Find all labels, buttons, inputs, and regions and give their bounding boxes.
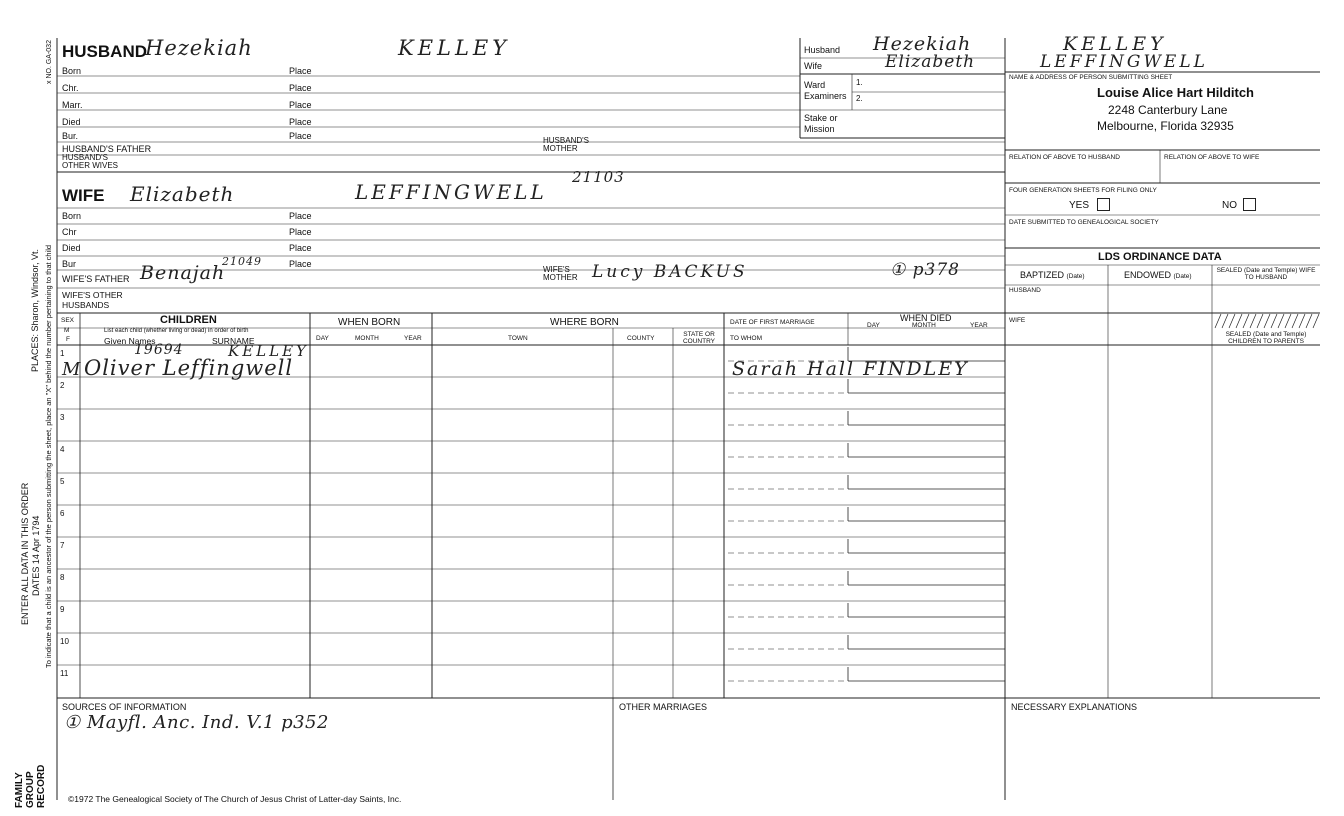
- submitter-city: Melbourne, Florida 32935: [1097, 119, 1234, 133]
- copyright: ©1972 The Genealogical Society of The Church of Jesus Christ of Latter-day Saints, Inc.: [68, 794, 402, 804]
- child-1-surname: KELLEY: [228, 342, 309, 360]
- wife-place-label: Place: [289, 243, 312, 253]
- lds-endowed: ENDOWED (Date): [1124, 270, 1192, 280]
- hdr-wife-label: Wife: [804, 61, 822, 71]
- surname-label: SURNAME: [212, 336, 255, 346]
- husband-place-label: Place: [289, 66, 312, 76]
- children-title: CHILDREN: [160, 314, 217, 326]
- husband-place-label: Place: [289, 83, 312, 93]
- wife-surname: LEFFINGWELL: [355, 180, 547, 204]
- sources-label: SOURCES OF INFORMATION: [62, 702, 187, 712]
- when-died-label: WHEN DIED: [900, 313, 952, 323]
- child-1-ref: 19694: [134, 342, 184, 358]
- born-year: YEAR: [404, 335, 422, 342]
- other-marriages-label: OTHER MARRIAGES: [619, 702, 708, 712]
- child-row-number: 5: [60, 477, 65, 486]
- husband-row-label: Bur.: [62, 131, 79, 141]
- wife-mother-value: Lucy BACKUS: [592, 262, 748, 282]
- lds-sealed-cp: SEALED (Date and Temple) CHILDREN TO PARENTS: [1225, 331, 1307, 345]
- hdr-husband-surname: KELLEY: [1063, 33, 1167, 55]
- husband-mother-label: HUSBAND'S MOTHER: [543, 136, 589, 153]
- ancestor-instruction: To indicate that a child is an ancestor of the person submitting the sheet, place an "X" behind the number pertaining to that child: [44, 244, 53, 668]
- four-gen-label: FOUR GENERATION SHEETS FOR FILING ONLY: [1009, 187, 1157, 194]
- hdr-husband-label: Husband: [804, 45, 841, 55]
- child-row-number: 8: [60, 573, 65, 582]
- explanations-label: NECESSARY EXPLANATIONS: [1011, 702, 1138, 712]
- wife-place-label: Place: [289, 259, 312, 269]
- children-subtitle: List each child (whether living or dead) in order of birth: [104, 328, 249, 334]
- child-row-number: 7: [60, 541, 65, 550]
- child-row-number: 6: [60, 509, 65, 518]
- husband-surname: KELLEY: [398, 36, 511, 60]
- sources-value: ① Mayfl. Anc. Ind. V.1 p352: [64, 712, 329, 733]
- ward-label: Ward Examiners: [804, 80, 847, 101]
- child-1-name: Oliver Leffingwell: [84, 356, 294, 380]
- child-row-number: 3: [60, 413, 65, 422]
- ward-1: 1.: [856, 78, 863, 87]
- stake-label: Stake or Mission: [804, 113, 838, 134]
- wife-other-husbands-label: WIFE'S OTHER HUSBANDS: [62, 290, 123, 310]
- lds-wife: WIFE: [1009, 317, 1026, 324]
- child-row-number: 10: [60, 637, 69, 646]
- husband-other-wives-label: HUSBAND'S OTHER WIVES: [62, 153, 119, 170]
- wife-place-label: Place: [289, 211, 312, 221]
- died-day: DAY: [867, 322, 880, 329]
- wife-father-label: WIFE'S FATHER: [62, 274, 130, 284]
- yes-checkbox[interactable]: [1097, 198, 1110, 211]
- child-1-spouse: Sarah Hall FINDLEY: [732, 358, 969, 380]
- form-number: x NO. GA-032: [46, 40, 53, 84]
- husband-place-label: Place: [289, 100, 312, 110]
- county-label: COUNTY: [627, 335, 655, 342]
- husband-row-label: Marr.: [62, 100, 83, 110]
- husband-place-label: Place: [289, 131, 312, 141]
- died-month: MONTH: [912, 322, 936, 329]
- submitter-label: NAME & ADDRESS OF PERSON SUBMITTING SHEET: [1009, 74, 1173, 81]
- wife-mother-label: WIFE'S MOTHER: [543, 265, 578, 282]
- child-row-number: 9: [60, 605, 65, 614]
- rel-husband-label: RELATION OF ABOVE TO HUSBAND: [1009, 154, 1120, 161]
- lds-sealed-wh: SEALED (Date and Temple) WIFE TO HUSBAND: [1216, 267, 1316, 281]
- wife-mother-ref: ① p378: [890, 260, 960, 280]
- child-row-number: 4: [60, 445, 65, 454]
- child-row-number: 1: [60, 349, 65, 358]
- husband-given: Hezekiah: [145, 36, 253, 60]
- rel-wife-label: RELATION OF ABOVE TO WIFE: [1164, 154, 1260, 161]
- record-title: FAMILY GROUP RECORD: [14, 764, 47, 808]
- town-label: TOWN: [508, 335, 528, 342]
- wife-row-label: Died: [62, 243, 81, 253]
- where-born-label: WHERE BORN: [550, 317, 619, 328]
- ward-2: 2.: [856, 94, 863, 103]
- to-whom-label: TO WHOM: [730, 335, 763, 342]
- date-submitted-label: DATE SUBMITTED TO GENEALOGICAL SOCIETY: [1009, 219, 1159, 226]
- dates-note: DATES 14 Apr 1794: [31, 515, 41, 596]
- died-year: YEAR: [970, 322, 988, 329]
- wife-father-value: Benajah: [140, 262, 226, 284]
- sex-label: SEX: [61, 317, 75, 324]
- hdr-wife-given: Elizabeth: [885, 52, 976, 72]
- husband-row-label: Died: [62, 117, 81, 127]
- sex-f: F: [66, 336, 70, 343]
- given-names-label: Given Names: [104, 336, 156, 346]
- wife-row-label: Bur: [62, 259, 77, 269]
- first-marriage-label: DATE OF FIRST MARRIAGE: [730, 319, 815, 326]
- lds-title: LDS ORDINANCE DATA: [1098, 251, 1222, 263]
- wife-ref: 21103: [572, 168, 625, 186]
- sex-m: M: [64, 327, 70, 334]
- hdr-wife-surname: LEFFINGWELL: [1040, 52, 1208, 72]
- wife-row-label: Chr: [62, 227, 77, 237]
- husband-heading: HUSBAND: [62, 42, 147, 61]
- born-month: MONTH: [355, 335, 379, 342]
- no-label: NO: [1222, 200, 1237, 211]
- wife-row-label: Born: [62, 211, 82, 221]
- child-row-number: 2: [60, 381, 65, 390]
- wife-given: Elizabeth: [130, 182, 235, 206]
- wife-place-label: Place: [289, 227, 312, 237]
- lds-husband: HUSBAND: [1009, 287, 1041, 294]
- enter-all-note: ENTER ALL DATA IN THIS ORDER: [20, 482, 30, 625]
- husband-row-label: Chr.: [62, 83, 79, 93]
- child-1-sex: M: [62, 359, 82, 380]
- no-checkbox[interactable]: [1243, 198, 1256, 211]
- hdr-husband-given: Hezekiah: [873, 33, 972, 55]
- when-born-label: WHEN BORN: [338, 317, 401, 328]
- husband-father-label: HUSBAND'S FATHER: [62, 144, 152, 154]
- yes-label: YES: [1069, 200, 1090, 211]
- child-row-number: 11: [60, 669, 69, 678]
- husband-row-label: Born: [62, 66, 82, 76]
- submitter-name: Louise Alice Hart Hilditch: [1097, 85, 1254, 100]
- husband-place-label: Place: [289, 117, 312, 127]
- state-label: STATE OR COUNTRY: [682, 331, 716, 345]
- submitter-street: 2248 Canterbury Lane: [1108, 103, 1228, 117]
- wife-heading: WIFE: [62, 186, 105, 205]
- wife-father-ref: 21049: [222, 255, 262, 268]
- lds-baptized: BAPTIZED (Date): [1020, 270, 1085, 280]
- places-note: PLACES: Sharon, Windsor, Vt.: [30, 248, 40, 372]
- born-day: DAY: [316, 335, 329, 342]
